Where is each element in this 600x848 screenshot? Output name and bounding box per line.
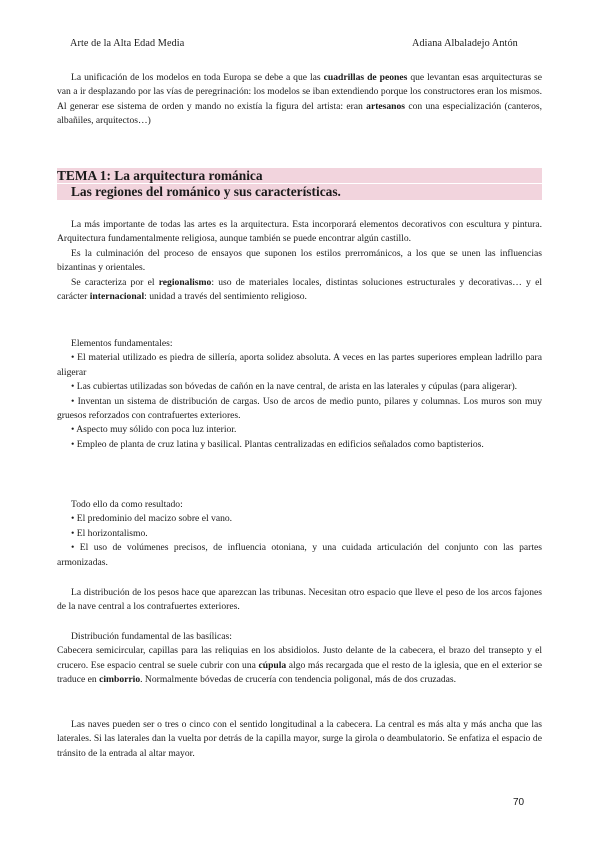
intro-bold-2: artesanos (366, 100, 406, 112)
results-heading: Todo ello da como resultado: (71, 499, 183, 510)
results-section (57, 498, 542, 570)
intro-c: que levantan esas arquitecturas se van a ir desplazando por las vías de peregrinación: los modelos se iban extendiendo porque los constructores eran los mismos. Al generar ese sistema de orden y mando no existía la figura del artista: eran (57, 72, 543, 112)
topic-title: TEMA 1: La arquitectura románica (57, 168, 542, 183)
paragraph-3 (57, 276, 542, 305)
naves-paragraph (57, 718, 542, 761)
page-number: 70 (513, 797, 525, 808)
p3-bold-1: regionalismo (158, 276, 212, 288)
results-item: • El predominio del macizo sobre el vano. (71, 513, 233, 525)
intro-bold-1: cuadrillas de peones (323, 72, 408, 83)
elements-item: • Inventan un sistema de distribución de cargas. Uso de arcos de medio punto, pilares y columnas. Los muros son muy gruesos reforzados con contrafuertes exteriores. (57, 395, 542, 422)
distribution-text (57, 644, 542, 687)
dist-bold-1: cúpula (258, 659, 287, 671)
topic-subtitle (57, 184, 542, 200)
distribution-section (57, 630, 542, 688)
paragraph-1: La más importante de todas las artes es la arquitectura. Esta incorporará elementos decorativos con escultura y pintura. Arquitectura fundamentalmente religiosa, aunque también se puede encontrar algún castillo. (57, 219, 542, 245)
p3-d: : unidad a través del sentimiento religioso. (144, 291, 307, 303)
elements-item: • El material utilizado es piedra de sillería, aporta solidez absoluta. A veces en las partes superiores emplean ladrillo para aligerar (57, 352, 542, 378)
intro-d: con una especialización (canteros, albañiles, arquitectos…) (57, 100, 543, 127)
dist-d: . Normalmente bóvedas de crucería con tendencia poligonal, más de dos cruzadas. (140, 674, 457, 686)
paragraph-2: Es la culminación del proceso de ensayos que suponen los estilos prerrománicos, a los que se unen las influencias bizantinas y orientales. (57, 247, 542, 274)
p3-c: : uso de materiales locales, distintas soluciones estructurales y decorativas… y el carácter (57, 276, 542, 303)
dist-bold-2: cimborrio (99, 674, 141, 686)
intro-a: La unificación de los modelos en toda Europa se debe a que las (71, 72, 324, 83)
naves-text: Las naves pueden ser o tres o cinco con el sentido longitudinal a la cabecera. La central es más alta y más ancha que las laterales. Si las laterales dan la vuelta por detrás de la capilla mayor, surge la girola o deambulatorio. Se enfatiza el espacio de tránsito de la entrada al altar mayor. (57, 719, 542, 759)
section-intro (57, 218, 542, 304)
distribution-heading: Distribución fundamental de las basílicas: (71, 631, 232, 642)
dist-c: algo más recargada que el resto de la iglesia, que en el exterior se traduce en (57, 659, 542, 686)
elements-item: • Empleo de planta de cruz latina y basilical. Plantas centralizadas en edificios señalados como baptisterios. (71, 438, 484, 450)
elements-item: • Aspecto muy sólido con poca luz interior. (71, 424, 237, 436)
elements-section (57, 337, 542, 452)
p3-a: Se caracteriza por el (71, 276, 159, 288)
elements-heading: Elementos fundamentales: (71, 338, 173, 349)
elements-item: • Las cubiertas utilizadas son bóvedas de cañón en la nave central, de arista en las laterales y cúpulas (para aligerar). (71, 381, 518, 393)
subtitle-text: Las regiones del románico y sus características. (71, 184, 341, 199)
header-right: Adiana Albaladejo Antón (412, 38, 518, 49)
dist-a: Cabecera semicircular, capillas para las reliquias en los absidiolos. Justo delante de la cabecera, el brazo del transepto y el crucero. Ese espacio central se suele cubrir con una (57, 645, 542, 671)
header-left: Arte de la Alta Edad Media (70, 38, 185, 49)
results-item: • El horizontalismo. (71, 527, 148, 539)
p3-bold-2: internacional (89, 291, 145, 303)
intro-paragraph (57, 71, 542, 129)
weights-text: La distribución de los pesos hace que aparezcan las tribunas. Necesitan otro espacio que lleve el peso de los arcos fajones de la nave central a los contrafuertes exteriores. (57, 587, 542, 613)
weights-paragraph (57, 586, 542, 615)
results-item: • El uso de volúmenes precisos, de influencia otoniana, y una cuidada articulación del conjunto con las partes armonizadas. (57, 542, 542, 568)
